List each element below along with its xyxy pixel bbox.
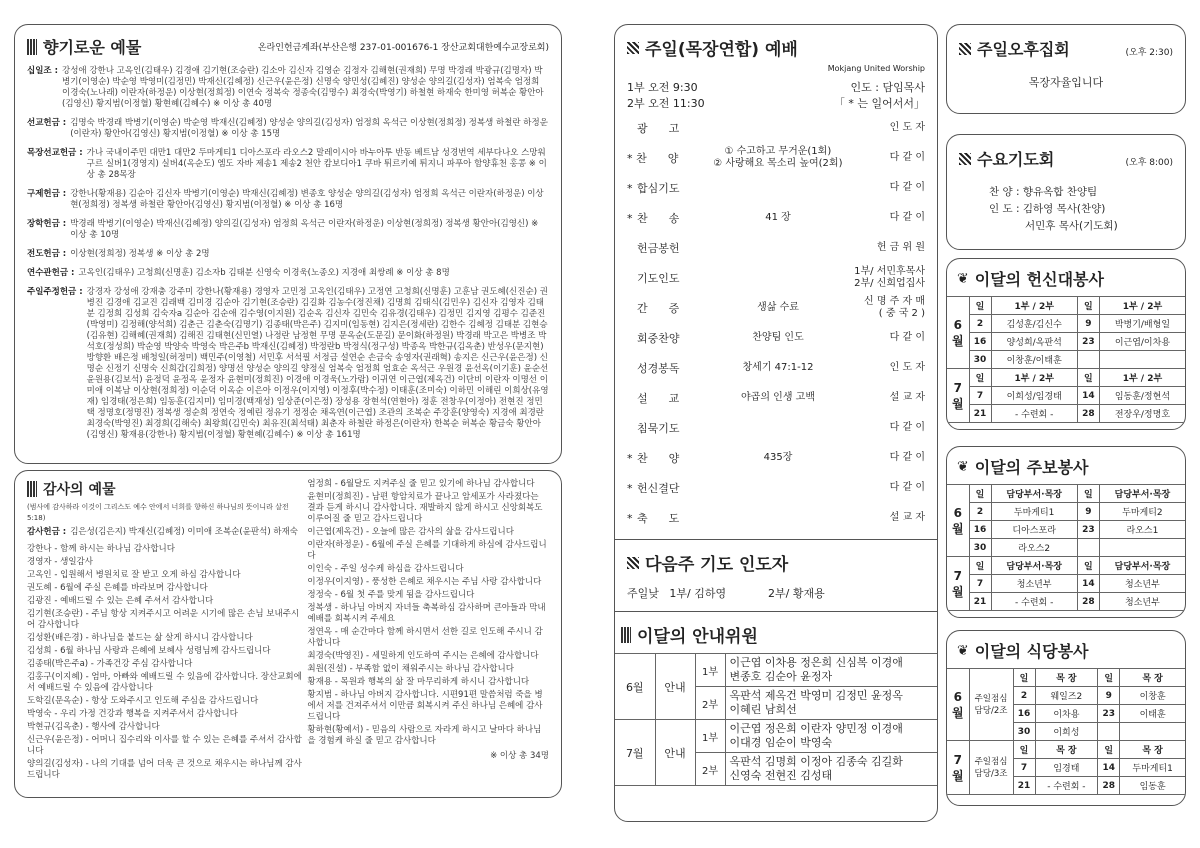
- schedule-name: 이차용: [1035, 705, 1098, 723]
- schedule-row: [947, 333, 1185, 351]
- schedule-head-cell: 일: [969, 369, 991, 387]
- usher-part: 1부: [695, 720, 725, 753]
- order-person: 신 명 주 자 매 ( 중 국 2 ): [863, 296, 925, 319]
- thanks-subtitle: (범사에 감사하라 이것이 그리스도 예수 안에서 너희를 향하신 하나님의 뜻이니라 살전 5:18): [27, 503, 289, 522]
- schedule-head-cell: 목 장: [1035, 741, 1098, 759]
- order-content: ① 수고하고 무거운(1회) ② 사랑해요 목소리 높여(2회): [713, 146, 843, 169]
- next-prayer-title: 다음주 기도 인도자: [645, 555, 789, 575]
- schedule-head-cell: 일: [1098, 741, 1120, 759]
- thanks-total: ※ 이상 총 34명: [490, 751, 549, 761]
- thanks-entry: 김광진 - 예배드릴 수 있는 은혜 주셔서 감사합니다: [27, 596, 214, 606]
- offering-item: [27, 287, 549, 441]
- thanks-entry: 최경숙(박영진) - 세밀하게 인도하여 주시는 은혜에 감사합니다: [307, 651, 539, 661]
- schedule-day: 28: [1098, 777, 1120, 795]
- thanks-left-list: [27, 544, 303, 781]
- schedule-day: 28: [1077, 405, 1099, 423]
- schedule-head-cell: 일: [969, 485, 991, 503]
- schedule-day: 23: [1077, 333, 1099, 351]
- order-item: 합심기도: [637, 182, 680, 195]
- order-item: 찬 양: [636, 152, 679, 165]
- schedule-head-cell: 1부 / 2부: [1099, 369, 1185, 387]
- schedule-month: 6 월: [947, 485, 969, 557]
- order-item: 설 교: [637, 392, 680, 405]
- order-star: *: [627, 151, 633, 165]
- schedule-header: [947, 669, 1185, 687]
- order-row: [627, 383, 925, 413]
- thanks-head-label: 감사헌금 :: [27, 527, 67, 537]
- schedule-day: 2: [969, 315, 991, 333]
- schedule-row: [947, 315, 1185, 333]
- bulletin-title: 이달의 주보봉사: [974, 458, 1089, 477]
- order-item: 축 도: [637, 512, 680, 525]
- thanks-panel: [14, 470, 562, 798]
- schedule-name: 라오스2: [991, 539, 1077, 557]
- offering-label: 전도헌금 :: [27, 249, 67, 259]
- order-person: 다 같 이: [889, 152, 926, 163]
- offering-title: [27, 35, 141, 58]
- thanks-entry: 윤현미(정희진) - 남편 항암치료가 끝나고 암세포가 사라졌다는 결과 듣게 하시니 감사합니다. 재발하지 않게 하시고 신앙회복도 이루어질 줄 믿고 감사드립니다: [307, 492, 543, 524]
- schedule-day: 7: [969, 387, 991, 405]
- order-row: [627, 293, 925, 323]
- thanks-entry: 김성희 - 6월 하나님 사랑과 은혜에 보혜사 성령님께 감사드립니다: [27, 646, 271, 656]
- schedule-name: 두마게티1: [1120, 759, 1185, 777]
- bars-icon: [27, 481, 37, 497]
- thanks-entry: 최원(진설) - 부족함 없이 채워주시는 하나님 감사합니다: [307, 664, 514, 674]
- order-star: *: [627, 511, 633, 525]
- offering-item: [27, 249, 549, 260]
- ushers-title: 이달의 안내위원: [637, 627, 758, 647]
- schedule-day: 21: [969, 405, 991, 423]
- schedule-month: 7 월: [947, 369, 969, 423]
- order-person: 인 도 자: [889, 122, 925, 133]
- schedule-day: [1077, 539, 1099, 557]
- schedule-head-cell: 일: [1013, 741, 1035, 759]
- schedule-row: [947, 593, 1185, 611]
- schedule-name: 박병기/배형일: [1099, 315, 1185, 333]
- usher-names: 이근엽 이차용 정은희 신심복 이경애 변종호 김순아 윤정자: [725, 654, 937, 687]
- thanks-entry: 정정숙 - 6월 첫 주를 맞게 됨을 감사드립니다: [307, 590, 475, 600]
- schedule-head-cell: 일: [969, 557, 991, 575]
- bars-icon: [27, 39, 37, 55]
- wednesday-title: 수요기도회: [977, 150, 1055, 169]
- schedule-name: 이근엽/이차용: [1099, 333, 1185, 351]
- order-star: *: [627, 451, 633, 465]
- devotion-title: 이달의 헌신대봉사: [974, 270, 1104, 289]
- usher-part: 2부: [695, 687, 725, 720]
- usher-row: [615, 720, 937, 753]
- schedule-name: 이창훈/이태훈: [991, 351, 1077, 369]
- leaf-icon: ❦: [957, 642, 969, 659]
- schedule-day: [1077, 351, 1099, 369]
- schedule-name: 임동훈/정현석: [1099, 387, 1185, 405]
- order-star: *: [627, 481, 633, 495]
- offering-item: [27, 219, 549, 241]
- schedule-day: 7: [969, 575, 991, 593]
- order-row: [627, 413, 925, 443]
- thanks-title: 감사의 예물: [43, 482, 116, 498]
- thanks-entry: 김기현(조승란) - 주님 항상 지켜주시고 어려운 시기에 많은 손님 보내주시어 감사합니다: [27, 609, 300, 630]
- order-content: 41 장: [765, 212, 791, 223]
- thanks-entry: 양의길(김성자) - 나의 기대를 넘어 더욱 큰 것으로 채우시는 하나님께 감사드립니다: [27, 759, 302, 780]
- schedule-name: 임경태: [1035, 759, 1098, 777]
- order-item: 간 증: [637, 302, 680, 315]
- offering-list: [27, 66, 549, 441]
- schedule-header: [947, 369, 1185, 387]
- order-item: 회중찬양: [637, 332, 680, 345]
- wednesday-panel: [946, 134, 1186, 250]
- schedule-row: [947, 503, 1185, 521]
- schedule-name: 라오스1: [1099, 521, 1185, 539]
- schedule-row: [947, 575, 1185, 593]
- wednesday-praise: 찬 양 : 향유옥합 찬양팀: [989, 186, 1098, 198]
- thanks-entry: 황재용 - 목원과 행복의 삶 잘 마무리하게 하시니 감사합니다: [307, 677, 530, 687]
- leaf-icon: ❦: [957, 458, 969, 475]
- offering-item: [27, 66, 549, 110]
- schedule-header: [947, 741, 1185, 759]
- schedule-day: 21: [969, 593, 991, 611]
- schedule-name: 웨일즈2: [1035, 687, 1098, 705]
- schedule-head-cell: 일: [969, 297, 991, 315]
- order-item: 헌신결단: [637, 482, 680, 495]
- order-item: 헌금봉헌: [637, 242, 680, 255]
- order-row: [627, 113, 925, 143]
- schedule-name: 양성희/옥판석: [991, 333, 1077, 351]
- schedule-head-cell: 일: [1077, 297, 1099, 315]
- order-content: 435장: [763, 452, 793, 463]
- schedule-day: 23: [1098, 705, 1120, 723]
- thanks-entry: 강한나 - 함께 하시는 하나님 감사합니다: [27, 544, 175, 554]
- schedule-day: 2: [969, 503, 991, 521]
- schedule-head-cell: 담당부서·목장: [991, 485, 1077, 503]
- wednesday-leader-2: 서민후 목사(기도회): [1025, 220, 1118, 232]
- thanks-entry: 박현규(김옥춘) - 행사에 감사합니다: [27, 722, 160, 732]
- thanks-entry: 김성환(배은경) - 하나님을 붙드는 삶 살게 하시니 감사합니다: [27, 633, 253, 643]
- schedule-day: 9: [1077, 503, 1099, 521]
- schedule-name: - 수련회 -: [991, 405, 1077, 423]
- schedule-head-cell: 담당부서·목장: [1099, 485, 1185, 503]
- schedule-day: 7: [1013, 759, 1035, 777]
- schedule-head-cell: 목 장: [1035, 669, 1098, 687]
- offering-names: 가나 국내이주민 대만1 대만2 두마게티1 디아스포라 라오스2 말레이시아 바누아투 반동 베트남 성경번역 세부다나오 스망워구르 실버1(경영지) 실버4(옥순도) 엠도 자바 제송1 제송2 천안 캄보디아1 쿠바 튀르키예 튀지니 파푸아 함양휴천 홍콩 ※ 이상 총 28목장: [86, 148, 547, 180]
- pattern-icon: [627, 557, 639, 569]
- time-second: 2부 오전 11:30: [627, 97, 705, 110]
- offering-names: 박경래 박병기(이영순) 박재신(김혜정) 양의길(김성자) 엄정희 옥석근 이란자(하정운) 이상현(정희정) 정복생 황안아(김영신) ※ 이상 총 10명: [70, 219, 539, 240]
- order-row: [627, 473, 925, 503]
- thanks-entry: 도학길(문옥순) - 항상 도와주시고 인도해 주심을 감사드립니다: [27, 696, 259, 706]
- schedule-row: [947, 351, 1185, 369]
- schedule-name: - 수련회 -: [1035, 777, 1098, 795]
- thanks-entry: 고옥인 - 입원해서 병원치료 잘 받고 오게 하심 감사합니다: [27, 570, 241, 580]
- usher-part: 2부: [695, 753, 725, 786]
- usher-names: 옥판석 김명희 이정아 김종숙 김길화 신영숙 전현진 김성태: [725, 753, 937, 786]
- order-item: 찬 양: [637, 452, 680, 465]
- schedule-name: 청소년부: [1099, 593, 1185, 611]
- schedule-day: 16: [1013, 705, 1035, 723]
- order-row: [627, 203, 925, 233]
- schedule-header: [947, 485, 1185, 503]
- order-person: 다 같 이: [889, 332, 925, 343]
- kitchen-table: [947, 668, 1185, 795]
- order-star: *: [627, 211, 633, 225]
- schedule-head-cell: 목 장: [1120, 741, 1185, 759]
- order-item: 광 고: [637, 122, 680, 135]
- thanks-entry: 이근엽(제옥건) - 오늘에 많은 감사의 삶을 감사드립니다: [307, 527, 514, 537]
- schedule-name: 두마게티2: [1099, 503, 1185, 521]
- devotion-table: [947, 296, 1185, 423]
- schedule-head-cell: 일: [1098, 669, 1120, 687]
- schedule-name: - 수련회 -: [991, 593, 1077, 611]
- order-of-service: [627, 113, 925, 533]
- kitchen-title: 이달의 식당봉사: [974, 642, 1089, 661]
- offering-names: 강성애 강한나 고옥인(김태우) 김경애 김기현(조승란) 김소아 김신자 김영순 김정자 김해현(권재희) 무명 박경래 박광규(김명자) 박병기(이영순) 박순영 박영미(김정민) 박재신(김혜정) 신근우(윤은정) 신명숙 양민성(김혜진) 양성순 양의길(김성자) 엄복숙 엄정희 이경숙(노나래) 이란자(하정운) 이상현(정희정) 이연숙 정복숙 정종숙(김명수) 최경숙(박영기) 하철현 하재숙 한미영 허복순 황안아(김영신) 황지범(이정혈) 황현혜(김혜수) ※ 이상 총 40명: [62, 66, 544, 109]
- order-item: 침묵기도: [637, 422, 680, 435]
- thanks-right-list: [307, 479, 549, 747]
- pattern-icon: [627, 42, 639, 54]
- stand-note: 「 * 는 일어서서」: [833, 97, 925, 110]
- schedule-row: [947, 539, 1185, 557]
- afternoon-text: 목장자율입니다: [1028, 76, 1104, 89]
- offering-item: [27, 189, 549, 211]
- offering-names: 고옥인(김태우) 고청희(신명훈) 김소자b 김태분 신영숙 이경욱(노종오) 지경애 최쌍례 ※ 이상 총 8명: [78, 268, 450, 278]
- schedule-head-cell: 1부 / 2부: [1099, 297, 1185, 315]
- thanks-entry: 권도혜 - 6월에 주실 은혜를 바라보며 감사합니다: [27, 583, 208, 593]
- service-panel: [614, 24, 938, 822]
- schedule-day: [1098, 723, 1120, 741]
- schedule-day: 21: [1013, 777, 1035, 795]
- afternoon-time: (오후 2:30): [1125, 47, 1173, 58]
- order-person: 설 교 자: [889, 392, 925, 403]
- schedule-month: 6 월: [947, 297, 969, 369]
- schedule-name: [1099, 351, 1185, 369]
- thanks-entry: 엄정희 - 6월달도 지켜주실 줄 믿고 있기에 하나님 감사합니다: [307, 479, 535, 489]
- thanks-head-text: 김은성(김은지) 박재신(김혜정) 이미애 조복순(윤판석) 하재숙: [70, 527, 298, 537]
- offering-names: 김명숙 박경래 박병기(이영순) 박순영 박재신(김혜정) 양성순 양의길(김성자) 엄정희 옥석근 이상현(정희정) 정복생 하철란 하정운(이란자) 황안아(김영신) 황지범(이정혈) ※ 이상 총 15명: [70, 118, 548, 139]
- schedule-name: 청소년부: [1099, 575, 1185, 593]
- schedule-head-cell: 목 장: [1120, 669, 1185, 687]
- usher-role: 안내: [655, 654, 695, 720]
- schedule-head-cell: 1부 / 2부: [991, 297, 1077, 315]
- order-content: 찬양팀 인도: [752, 332, 804, 343]
- time-first: 1부 오전 9:30: [627, 81, 698, 94]
- offering-title-text: 향기로운 예물: [43, 38, 142, 57]
- thanks-entry: 황지범 - 하나님 아버지 감사합니다. 시편91편 말씀처럼 죽을 병에서 저를 건져주셔서 이만큼 회복시켜 주신 하나님 은혜에 감사드립니다: [307, 690, 543, 722]
- thanks-entry: 정연옥 - 매 순간마다 함께 하시면서 선한 길로 인도해 주시니 감사합니다: [307, 627, 543, 648]
- offering-names: 강경자 강성애 강재충 강주미 강한나(황재용) 경영자 고민정 고옥인(김태우) 고정연 고청희(신명훈) 고훈남 권도혜(신진순) 권병진 김경애 김교진 김래백 김미경 김순아 김기현(조승란) 김길화 김농수(정진채) 김명희 김태식(김민우) 김신자 김영자 김태분 김정희 김성희 김숙자a 김순아 김순애 김수영(이지원) 김순옥 김신자 김민숙 김유경(김태우) 김정민 김지영 김평수 김준진(박영미) 김정해(양석희) 김춘근 김춘숙(김명기) 김종태(박은주) 김지미(임동현) 김지은(정세란) 김한수 김혜정 김태분 김현승(김유현) 김해혜(권재희) 김해진 김태현(신민열) 나정란 남정현 무명 문옥순(도문길) 문이화(하정원) 박경래 박고은 박병조 박석호(정성희) 박순영 박양숙 박영숙 박은주b 박재신(김혜정) 박정란b 박정식(정구성) 박종옥 박한규(김옥춘) 반성우(문지현) 방향환 배은정 배청일(허정미) 백민주(이영철) 서민후 서석필 서정금 설연순 손금숙 송영자(권래혁) 송지은 신근우(윤은정) 신명순 신정기 신명숙 신희갑(김희정) 양명선 양성순 양의길 양정실 엄복숙 엄정희 엄효순 옥석근 우원경 윤선옥(이기훈) 윤순선 윤원용(김보석) 윤정덕 윤정옥 윤정자 윤현미(정희진) 이경애 이경욱(노가람) 이귀연 이근엽(제옥건) 이단비 이란자 이명선 이미애 이복남 이상현(정희정) 이순덕 이옥순 이은아 이정우(이지영) 이정후(박수정) 이태훈(조미숙) 이하민 이해린 이희상(유영재) 임경태(정은희) 임동훈(김지미) 임미경(백재성) 임상준(이은정) 장성용 장현석(연현아) 정훈 전창우(이정아) 전현진 정민택 정명호(정명진) 정복생 정순희 정연숙 정예린 정유기 정정순 채옥연(이근엽) 조관의 조복순 주강훈(양영숙) 지경애 최경란 최경숙(박영진) 최경희(김해숙) 최왕희(김민숙) 최유진(최석태) 최춘자 하철란 하정은(이란자) 한복순 허복순 황금숙 황안아(김영신) 황재용(강한나) 황지범(이정혈) 황현혜(김혜수) ※ 이상 총 161명: [86, 287, 549, 440]
- thanks-entry: 이정우(이지영) - 풍성한 은혜로 채우시는 주님 사랑 감사합니다: [307, 577, 542, 587]
- schedule-month: 7 월: [947, 741, 969, 795]
- order-content: 야곱의 인생 고백: [741, 392, 815, 403]
- afternoon-title: 주일오후집회: [977, 40, 1070, 59]
- schedule-month: 6 월: [947, 669, 969, 741]
- schedule-day: 16: [969, 333, 991, 351]
- offering-label: 선교헌금 :: [27, 118, 67, 128]
- order-person: 다 같 이: [889, 452, 925, 463]
- schedule-name: 청소년부: [991, 575, 1077, 593]
- thanks-entry: 김홍구(이지혜) - 엄마, 아빠와 예배드릴 수 있음에 감사합니다. 장산교회에서 예배드릴 수 있음에 감사합니다: [27, 672, 302, 693]
- thanks-entry: 경영자 - 생일감사: [27, 557, 93, 567]
- schedule-head-cell: 일: [1077, 557, 1099, 575]
- schedule-name: 이태훈: [1120, 705, 1185, 723]
- order-row: [627, 323, 925, 353]
- schedule-day: 14: [1098, 759, 1120, 777]
- leaf-icon: ❦: [957, 270, 969, 287]
- order-star: *: [627, 181, 633, 195]
- schedule-head-cell: 일: [1077, 369, 1099, 387]
- schedule-day: 14: [1077, 387, 1099, 405]
- schedule-day: 16: [969, 521, 991, 539]
- schedule-day: 30: [969, 539, 991, 557]
- schedule-head-cell: 일: [1077, 485, 1099, 503]
- afternoon-panel: [946, 24, 1186, 114]
- schedule-name: 임동훈: [1120, 777, 1185, 795]
- pattern-icon: [959, 43, 971, 55]
- ushers-table: [615, 653, 937, 786]
- schedule-day: 30: [969, 351, 991, 369]
- schedule-day: 30: [1013, 723, 1035, 741]
- schedule-header: [947, 557, 1185, 575]
- order-item: 찬 송: [637, 212, 680, 225]
- offering-panel: [14, 24, 562, 464]
- schedule-day: 23: [1077, 521, 1099, 539]
- order-content: 창세기 47:1-12: [742, 362, 814, 373]
- bulletin-panel: [946, 446, 1186, 618]
- schedule-team: 주일점심 담당/3조: [969, 741, 1013, 795]
- order-person: 다 같 이: [889, 422, 925, 433]
- schedule-name: [1099, 539, 1185, 557]
- wednesday-leader: 인 도 : 김하영 목사(찬양): [989, 203, 1106, 215]
- offering-label: 십일조 :: [27, 66, 58, 76]
- next-prayer-text: 주일낮 1부/ 김하영 2부/ 황재용: [627, 587, 825, 600]
- offering-names: 이상현(정희정) 정복생 ※ 이상 총 2명: [70, 249, 210, 259]
- order-person: 다 같 이: [889, 212, 925, 223]
- order-row: [627, 233, 925, 263]
- account-info: 온라인헌금계좌(부산은행 237-01-001676-1 장산교회대한예수교장로회): [257, 43, 549, 53]
- schedule-name: 이창훈: [1120, 687, 1185, 705]
- schedule-head-cell: 담당부서·목장: [1099, 557, 1185, 575]
- schedule-day: 9: [1077, 315, 1099, 333]
- order-row: [627, 353, 925, 383]
- thanks-entry: 김종태(박은주a) - 가족건강 주심 감사합니다: [27, 659, 193, 669]
- devotion-panel: [946, 258, 1186, 430]
- schedule-name: [1120, 723, 1185, 741]
- kitchen-panel: [946, 630, 1186, 806]
- usher-names: 옥판석 제옥건 박영미 김정민 윤정옥 이혜린 남희선: [725, 687, 937, 720]
- usher-role: 안내: [655, 720, 695, 786]
- usher-month: 7월: [615, 720, 655, 786]
- offering-item: [27, 148, 549, 181]
- usher-row: [615, 654, 937, 687]
- thanks-entry: 박영숙 - 우리 가정 건강과 행복을 지켜주셔서 감사합니다: [27, 709, 238, 719]
- offering-label: 장학헌금 :: [27, 219, 67, 229]
- order-item: 성경봉독: [637, 362, 680, 375]
- usher-part: 1부: [695, 654, 725, 687]
- service-subtitle: Mokjang United Worship: [827, 64, 925, 73]
- order-person: 헌 금 위 원: [876, 242, 925, 253]
- order-person: 다 같 이: [889, 482, 925, 493]
- offering-label: 주일주정헌금 :: [27, 287, 83, 297]
- offering-item: [27, 118, 549, 140]
- schedule-name: 디아스포라: [991, 521, 1077, 539]
- order-person: 설 교 자: [889, 512, 925, 523]
- order-row: [627, 443, 925, 473]
- schedule-day: 14: [1077, 575, 1099, 593]
- thanks-entry: 황하현(황예서) - 믿음의 사람으로 자라게 하시고 날마다 하나님을 경험케 하실 줄 믿고 감사합니다: [307, 725, 542, 746]
- order-person: 다 같 이: [889, 182, 925, 193]
- schedule-name: 두마게티1: [991, 503, 1077, 521]
- thanks-entry: 이란자(하정운) - 6월에 주실 은혜를 기대하게 하심에 감사드립니다: [307, 540, 547, 561]
- schedule-row: [947, 521, 1185, 539]
- order-row: [627, 503, 925, 533]
- order-row: [627, 143, 925, 173]
- order-row: [627, 173, 925, 203]
- usher-month: 6월: [615, 654, 655, 720]
- order-item: 기도인도: [637, 272, 680, 285]
- schedule-month: 7 월: [947, 557, 969, 611]
- schedule-day: 9: [1098, 687, 1120, 705]
- thanks-entry: 이인숙 - 주일 성수케 하심을 감사드립니다: [307, 564, 464, 574]
- schedule-name: 이희성: [1035, 723, 1098, 741]
- schedule-head-cell: 담당부서·목장: [991, 557, 1077, 575]
- usher-names: 이근엽 정은희 이란자 양민정 이경애 이대경 임순이 박영숙: [725, 720, 937, 753]
- schedule-day: 2: [1013, 687, 1035, 705]
- schedule-head-cell: 1부 / 2부: [991, 369, 1077, 387]
- schedule-day: 28: [1077, 593, 1099, 611]
- schedule-name: 이희성/임경태: [991, 387, 1077, 405]
- schedule-row: [947, 405, 1185, 423]
- order-content: 생삶 수료: [757, 302, 799, 313]
- wednesday-time: (오후 8:00): [1125, 157, 1173, 168]
- offering-label: 목장선교헌금 :: [27, 148, 83, 158]
- offering-names: 강한나(황재용) 김순아 김신자 박병기(이영순) 박재신(김혜정) 변종호 양성순 양의길(김성자) 엄정희 옥석근 이란자(하정운) 이상현(정희정) 정복생 하철란 황안아(김영신) 황지범(이정혈) ※ 이상 총 16명: [70, 189, 544, 210]
- service-title: 주일(목장연합) 예배: [645, 40, 798, 60]
- bars-icon: [621, 627, 631, 643]
- offering-label: 구제헌금 :: [27, 189, 67, 199]
- service-leader: 인도 : 담임목사: [850, 81, 925, 94]
- schedule-head-cell: 일: [1013, 669, 1035, 687]
- order-row: [627, 263, 925, 293]
- bulletin-table: [947, 484, 1185, 611]
- thanks-entry: 신근우(윤은정) - 어머니 집수리와 이사를 할 수 있는 은혜를 주셔서 감사합니다: [27, 735, 302, 756]
- pattern-icon: [959, 153, 971, 165]
- schedule-row: [947, 387, 1185, 405]
- order-person: 1부/ 서민후목사 2부/ 신희업집사: [854, 266, 925, 289]
- thanks-entry: 정복생 - 하나님 아버지 자녀들 축복하심 감사하며 큰아들과 막내 예배를 회복시켜 주세요: [307, 603, 546, 624]
- schedule-name: 전장우/정명호: [1099, 405, 1185, 423]
- order-person: 인 도 자: [889, 362, 925, 373]
- schedule-name: 김성훈/김신수: [991, 315, 1077, 333]
- schedule-header: [947, 297, 1185, 315]
- offering-label: 연수관헌금 :: [27, 268, 75, 278]
- schedule-team: 주일점심 담당/2조: [969, 669, 1013, 741]
- offering-item: [27, 268, 549, 279]
